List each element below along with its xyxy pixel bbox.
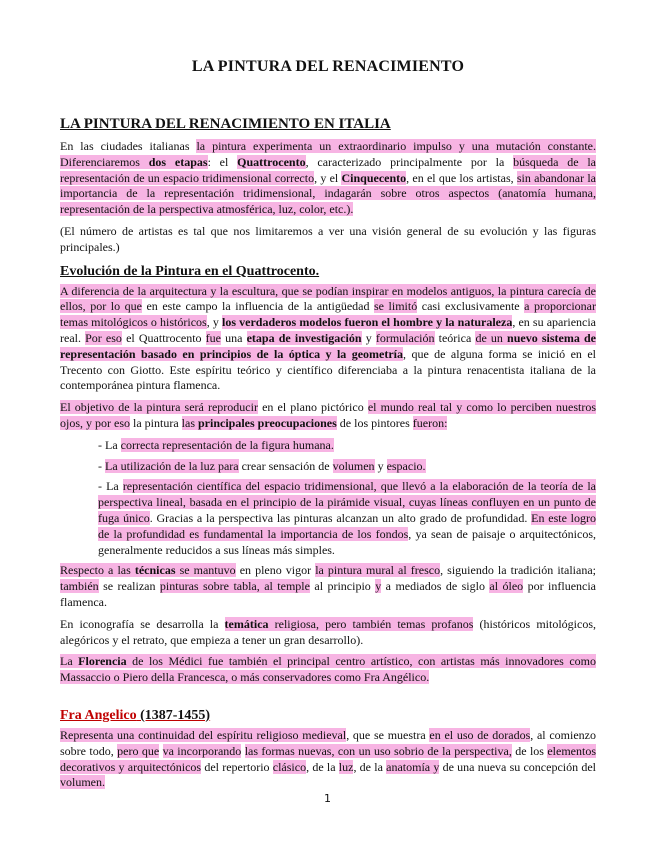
- text-segment: correcta representación de la figura humana.: [120, 437, 334, 452]
- text-segment: al principio: [309, 579, 376, 594]
- evolution-paragraph-2: [60, 400, 596, 432]
- text-segment: también: [60, 579, 99, 594]
- text-segment: Quattrocento: [237, 154, 306, 169]
- text-segment: principales preocupaciones: [198, 415, 337, 430]
- text-segment: clásico: [272, 759, 307, 774]
- text-segment: . Gracias a la perspectiva las pinturas alcanzan un alto grado de profundidad.: [149, 510, 532, 525]
- text-segment: , siguiendo la tradición italiana;: [440, 563, 596, 578]
- text-segment: A diferencia de la arquitectura y la escultura, que se podían inspirar en modelos antiguos, la pintura carecía de ellos, por lo que: [60, 283, 596, 314]
- florence-paragraph: [60, 654, 596, 686]
- text-segment: - La: [98, 479, 123, 494]
- text-segment: volumen: [332, 458, 375, 473]
- text-segment: (El número de artistas es tal que nos limitaremos a ver una visión general de su evolución y las figuras principales.): [60, 223, 596, 254]
- text-segment: búsqueda de la representación de un espacio tridimensional correcto: [60, 154, 596, 185]
- text-segment: al óleo: [489, 579, 524, 594]
- text-segment: etapa de investigación: [246, 330, 362, 345]
- text-segment: , y: [206, 315, 222, 330]
- text-segment: va incorporando: [162, 743, 242, 758]
- text-segment: Cinquecento: [341, 170, 407, 185]
- document-title: LA PINTURA DEL RENACIMIENTO: [191, 58, 465, 75]
- text-segment: y: [361, 330, 376, 345]
- text-segment: , que se muestra: [346, 727, 430, 742]
- text-segment: el Quattrocento: [121, 330, 206, 345]
- iconography-paragraph: [60, 617, 596, 649]
- text-segment: La: [60, 654, 79, 669]
- text-segment: fueron:: [412, 415, 448, 430]
- text-segment: espacio.: [386, 458, 426, 473]
- text-segment: dos etapas: [148, 154, 208, 169]
- text-segment: y: [375, 579, 382, 594]
- text-segment: el mundo real tal y como lo perciben nuestros ojos, y por eso: [60, 400, 597, 430]
- text-segment: , al comienzo sobre todo,: [60, 727, 596, 758]
- text-segment: técnicas: [134, 563, 176, 578]
- text-segment: en el uso de dorados: [429, 727, 531, 742]
- text-segment: del repertorio: [201, 759, 273, 774]
- text-segment: nuevo sistema de representación basado en principios de la óptica y la geometría: [60, 330, 596, 361]
- text-segment: Por eso: [85, 330, 122, 345]
- artist-dates: (1387-1455): [136, 707, 211, 723]
- text-segment: , ya sean de paisaje o arquitectónicos, generalmente reducidos a sus líneas más simples.: [98, 526, 596, 557]
- text-segment: Representa una continuidad del espíritu religioso medieval: [60, 727, 347, 742]
- text-segment: , de la: [353, 759, 387, 774]
- text-segment: a proporcionar temas mitológicos o históricos: [60, 299, 596, 330]
- note-paragraph: [60, 224, 596, 256]
- text-segment: se realizan: [98, 579, 160, 594]
- text-segment: y: [374, 458, 387, 473]
- text-segment: casi exclusivamente: [417, 299, 525, 314]
- text-segment: religiosa, pero también temas profanos: [268, 616, 474, 631]
- text-segment: pero que: [117, 743, 160, 758]
- list-item: [98, 438, 596, 454]
- intro-paragraph: [60, 139, 596, 218]
- text-segment: (históricos mitológicos, alegóricos y el retrato, que empieza a tener un gran desarrollo).: [60, 616, 596, 647]
- text-segment: , y el: [314, 170, 342, 185]
- text-segment: , en su apariencia real.: [60, 315, 597, 345]
- text-segment: las formas nuevas, con un uso sobrio de la perspectiva,: [244, 743, 512, 758]
- fra-angelico-paragraph: [60, 728, 596, 791]
- text-segment: volumen.: [60, 775, 105, 790]
- text-segment: de los Médici fue también el principal centro artístico, con artistas más innovadores como Massaccio o Piero della Francesca, o más conservadores como Fra Angélico.: [60, 654, 597, 685]
- text-segment: en pleno vigor: [235, 563, 316, 578]
- text-segment: Respecto a las: [60, 563, 135, 578]
- text-segment: en el plano pictórico: [257, 400, 368, 415]
- text-segment: En las ciudades italianas: [60, 139, 197, 153]
- text-segment: se mantuvo: [175, 563, 236, 578]
- text-segment: por influencia flamenca.: [60, 579, 597, 609]
- text-segment: crear sensación de: [238, 458, 333, 473]
- text-segment: anatomía y: [386, 759, 440, 774]
- text-segment: , caracterizado principalmente por la: [305, 154, 514, 169]
- text-segment: , que de alguna forma se inició en el Trecento con Giotto. Este espíritu teórico y científico diferenciaba a la pintura renacentista italiana de la contemporánea pintura flamenca.: [60, 346, 596, 393]
- text-segment: : el: [207, 154, 238, 169]
- text-segment: elementos decorativos y arquitectónicos: [60, 743, 597, 774]
- text-segment: Florencia: [78, 654, 127, 669]
- text-segment: la pintura mural al fresco: [315, 563, 441, 578]
- subheading-fra-angelico: [60, 708, 596, 724]
- section-heading: LA PINTURA DEL RENACIMIENTO EN ITALIA: [60, 116, 391, 132]
- text-segment: temática: [224, 616, 269, 631]
- text-segment: de una nueva su concepción del: [439, 759, 597, 774]
- page-content: [60, 58, 596, 797]
- text-segment: la pintura: [130, 415, 182, 430]
- page-number: 1: [324, 792, 331, 805]
- text-segment: la pintura experimenta un extraordinario impulso y una mutación constante. Diferenciaremos: [60, 139, 596, 169]
- text-segment: pinturas sobre tabla, al temple: [159, 579, 310, 594]
- text-segment: El objetivo de la pintura será reproducir: [60, 400, 258, 415]
- text-segment: fue: [205, 330, 221, 345]
- text-segment: La utilización de la luz para: [105, 458, 239, 473]
- text-segment: , en el que los artistas,: [406, 170, 517, 185]
- text-segment: teórica: [434, 330, 476, 345]
- text-segment: formulación: [375, 330, 435, 345]
- text-segment: , de la: [306, 759, 339, 774]
- text-segment: en este campo la influencia de la antigüedad: [141, 299, 375, 314]
- list-item: [98, 479, 596, 558]
- text-segment: se limitó: [374, 299, 418, 314]
- text-segment: de los pintores: [336, 415, 413, 430]
- text-segment: luz: [338, 759, 354, 774]
- text-segment: - La: [98, 437, 121, 452]
- artist-name: Fra Angelico: [60, 707, 137, 723]
- text-segment: sin abandonar la importancia de la representación tridimensional, indagarán sobre otros aspectos (anatomía humana, representación de la perspectiva atmosférica, luz, color, etc.).: [60, 170, 596, 217]
- text-segment: los verdaderos modelos fueron el hombre y la naturaleza: [221, 315, 513, 330]
- evolution-paragraph-1: [60, 284, 596, 395]
- text-segment: de un: [475, 330, 508, 345]
- text-segment: de los: [511, 743, 548, 758]
- text-segment: representación científica del espacio tridimensional, que llevó a la elaboración de la teoría de la perspectiva lineal, basada en el principio de la pirámide visual, cuyas líneas confluyen en un punto de fuga único: [98, 479, 596, 525]
- text-segment: a mediados de siglo: [381, 579, 490, 594]
- subheading-evolucion: Evolución de la Pintura en el Quattrocento.: [60, 263, 320, 279]
- techniques-paragraph: [60, 563, 596, 610]
- text-segment: En este logro de la profundidad es fundamental la importancia de los fondos: [98, 510, 596, 541]
- text-segment: las: [181, 415, 198, 430]
- text-segment: En iconografía se desarrolla la: [60, 616, 225, 631]
- text-segment: una: [221, 330, 247, 345]
- text-segment: -: [98, 458, 105, 473]
- list-item: [98, 459, 596, 475]
